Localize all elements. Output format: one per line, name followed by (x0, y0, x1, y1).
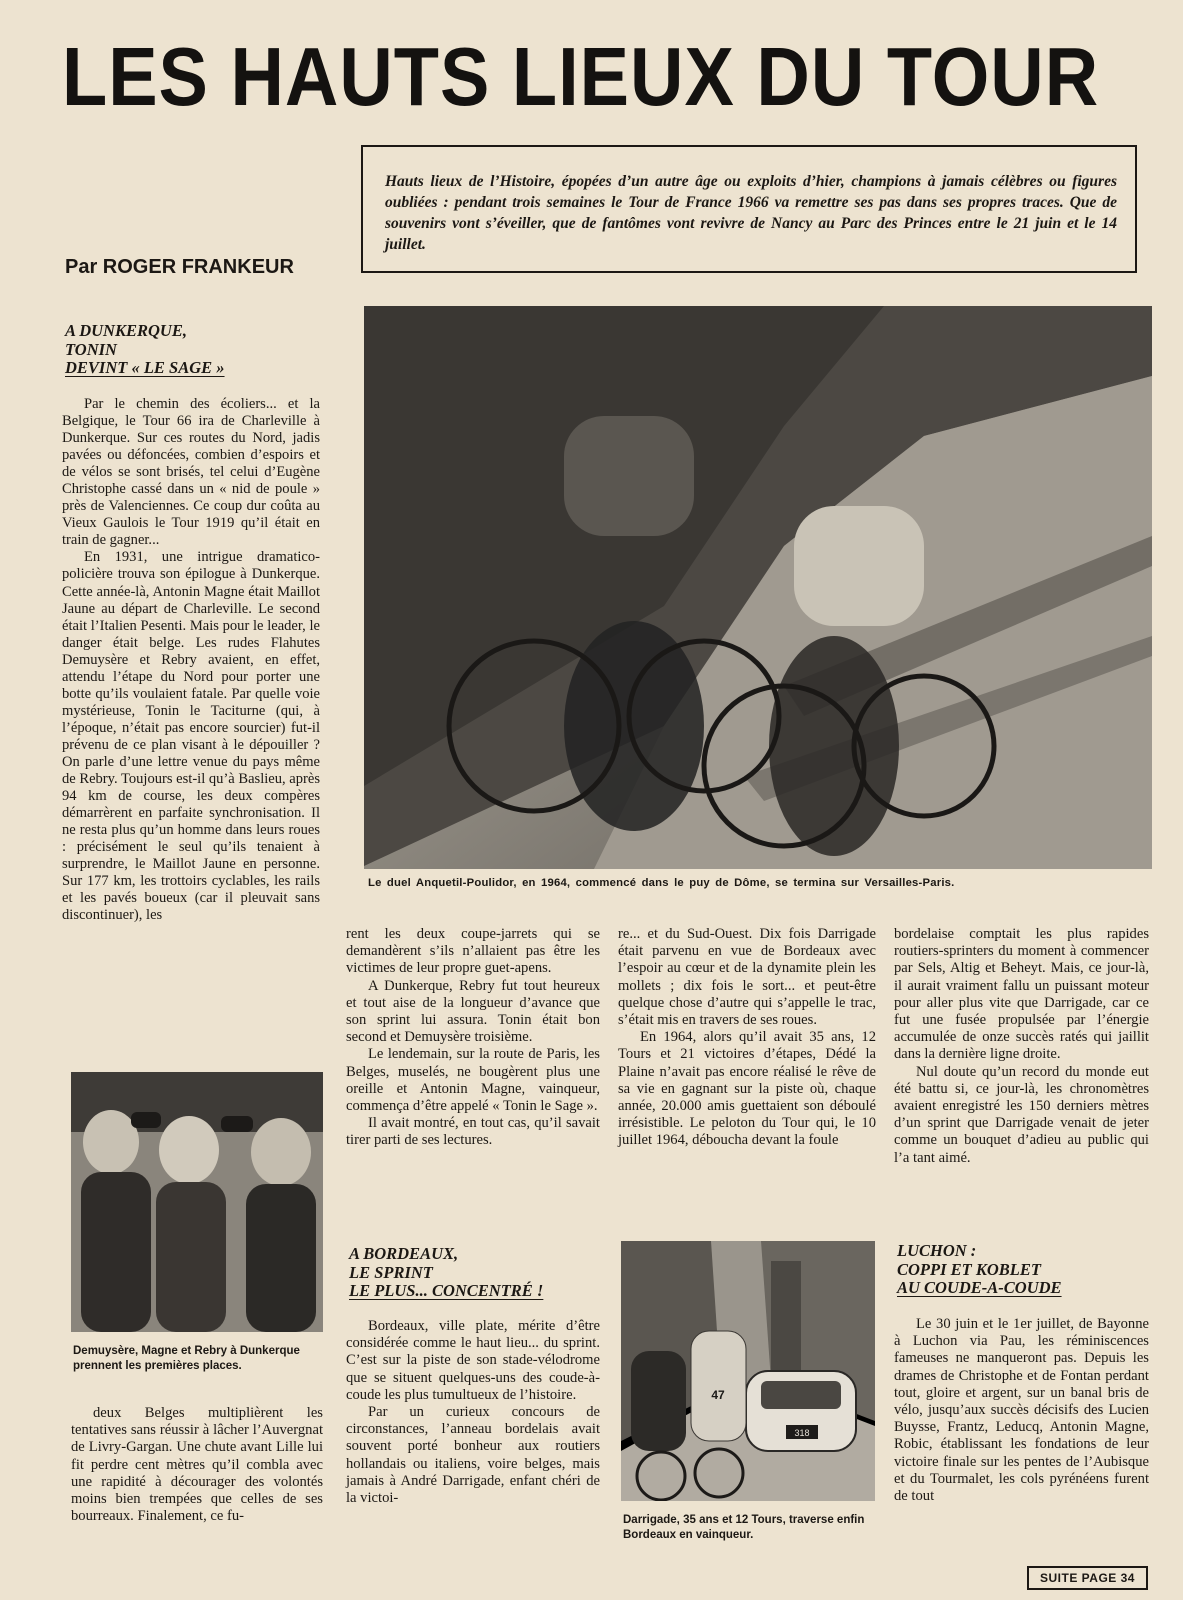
dunkerque-title-line-1: A DUNKERQUE, (65, 321, 187, 340)
column-1-bottom-text (71, 1405, 323, 1525)
column-1-text (62, 396, 320, 924)
bordeaux-paragraph-1: Bordeaux, ville plate, mérite d’être considérée comme le haut lieu... du sprint. C’est sur la piste de son stade-vélodrome que se situent quelques-uns des coude-à-coude les plus tumultueux de l’histoire. (346, 1318, 600, 1403)
bordeaux-paragraph-2: Par un curieux concours de circonstances, l’anneau bordelais avait souvent porté bonheur aux routiers hollandais ou italiens, voire belges, mais jamais à André Darrigade, enfant chéri de la victoi- (346, 1404, 600, 1507)
luchon-title-line-2: COPPI ET KOBLET (897, 1259, 1041, 1279)
dunkerque-paragraph-3: deux Belges multiplièrent les tentatives sans réussir à lâcher l’Auvergnat de Livry-Gargan. Une chute avant Lille lui fit perdre cent mètres qu’il combla avec une rapidité à décourager des volontés moins bien trempées que celles de ses bourreaux. Finalement, ce fu- (71, 1405, 323, 1525)
main-photo (364, 306, 1152, 869)
column-3-text (618, 926, 876, 1150)
darrigade-photo (621, 1241, 875, 1501)
bordeaux-title-line-3: LE PLUS... CONCENTRÉ ! (349, 1281, 544, 1300)
car-plate-text: 318 (794, 1428, 810, 1438)
column-4-text (894, 926, 1149, 1167)
main-photo-caption: Le duel Anquetil-Poulidor, en 1964, commencé dans le puy de Dôme, se termina sur Versailles-Paris. (368, 877, 955, 889)
column-2-bottom-text (346, 1318, 600, 1507)
page-headline: LES HAUTS LIEUX DU TOUR (62, 30, 1100, 123)
luchon-paragraph-1: Le 30 juin et le 1er juillet, de Bayonne à Luchon via Pau, les réminiscences fameuses ne manqueront pas. Depuis les drames de Christophe et de Fontan perdant tout, gloire et argent, sur un banal bris de vélo, jusqu’aux succès décisifs des Lucien Buysse, Frantz, Leducq, Antonin Magne, Robic, établissant les fondations de leur victoire finale sur les pentes de l’Aubisque et du Tourmalet, les cols pyrénéens furent de tout (894, 1316, 1149, 1505)
riders-photo-caption: Demuysère, Magne et Rebry à Dunkerque prennent les premières places. (73, 1345, 300, 1372)
byline: Par ROGER FRANKEUR (65, 256, 294, 278)
dunkerque-paragraph-6: Le lendemain, sur la route de Paris, les Belges, muselés, ne bougèrent plus une oreille et Antonin Magne, vainqueur, commença d’être appelé « Tonin le Sage ». (346, 1046, 600, 1115)
dunkerque-paragraph-4: rent les deux coupe-jarrets qui se demandèrent s’ils n’allaient pas être les victimes de leur propre guet-apens. (346, 926, 600, 977)
dunkerque-paragraph-2: En 1931, une intrigue dramatico-policière trouva son épilogue à Dunkerque. Cette année-là, Antonin Magne était Maillot Jaune au départ de Charleville. Le second était l’Italien Pesenti. Mais pour le leader, le danger était belge. Les rudes Flahutes Demuysère et Rebry avaient, en effet, attendu l’étape du Nord pour porter une botte qu’ils voulaient fatale. Par quelle voie mystérieuse, Tonin le Taciturne (qui, à l’époque, n’était pas encore sourcier) fut-il prévenu de ce plan visant à le dépouiller ? On parle d’une lettre venue du pays même de Rebry. Toujours est-il qu’à Baslieu, après 94 km de course, les deux compères démarrèrent en parfaite synchronisation. Il ne resta plus qu’un homme dans leurs roues : précisément le seul qu’ils tenaient à surprendre, le Maillot Jaune en personne. Sur 177 km, les trottoirs cyclables, les rails et les pavés boueux (car il pleuvait sans discontinuer), les (62, 549, 320, 924)
section-luchon-title (897, 1242, 1147, 1298)
section-bordeaux-title (349, 1245, 609, 1301)
dunkerque-paragraph-1: Par le chemin des écoliers... et la Belgique, le Tour 66 ira de Charleville à Dunkerque. Sur ces routes du Nord, jadis pavées ou défoncées, combien d’espoirs et de vélos se sont brisés, tel celui d’Eugène Christophe cassé dans un « nid de poule » près de Valenciennes. Ce coup dur coûta au Vieux Gaulois le Tour 1919 qu’il était en train de gagner... (62, 396, 320, 549)
bordeaux-paragraph-3: re... et du Sud-Ouest. Dix fois Darrigade était parvenu en vue de Bordeaux avec l’espoir au cœur et de la dynamite plein les mollets ; dix fois le sort... et peut-être quelque chose d’autre qui s’appelle le trac, s’était mis en travers de ses roues. (618, 926, 876, 1029)
dunkerque-title-line-2: TONIN (65, 339, 117, 359)
column-2-text (346, 926, 600, 1150)
darrigade-photo-caption: Darrigade, 35 ans et 12 Tours, traverse enfin Bordeaux en vainqueur. (623, 1514, 865, 1541)
section-dunkerque-title (65, 322, 325, 378)
bordeaux-title-line-1: A BORDEAUX, (349, 1244, 459, 1263)
continued-page-marker: SUITE PAGE 34 (1027, 1566, 1148, 1590)
rider-number-text: 47 (711, 1388, 725, 1402)
column-4-bottom-text (894, 1316, 1149, 1505)
dunkerque-paragraph-5: A Dunkerque, Rebry fut tout heureux et tout aise de la longueur d’avance que son sprint lui assura. Tonin était bon second et Demuysère troisième. (346, 977, 600, 1046)
bordeaux-paragraph-5: bordelaise comptait les plus rapides routiers-sprinters du moment à commencer par Sels, Altig et Beheyt. Mais, ce jour-là, il aurait vraiment fallu un puissant moteur pour aller plus vite que Darrigade, car ce fut une fusée propulsée par l’énergie accumulée de onze succès ratés qui jaillit dans la dernière ligne droite. (894, 926, 1149, 1063)
luchon-title-line-1: LUCHON : (897, 1241, 977, 1260)
intro-box: Hauts lieux de l’Histoire, épopées d’un autre âge ou exploits d’hier, champions à jamais célèbres ou figures oubliées : pendant trois semaines le Tour de France 1966 va remettre ses pas dans ses propres traces. Que de souvenirs vont s’éveiller, que de fantômes vont revivre de Nancy au Parc des Princes entre le 21 juin et le 14 juillet. (361, 145, 1137, 273)
luchon-title-line-3: AU COUDE-A-COUDE (897, 1278, 1062, 1297)
bordeaux-paragraph-4: En 1964, alors qu’il avait 35 ans, 12 Tours et 21 victoires d’étapes, Dédé la Plaine n’avait pas encore réalisé le rêve de sa vie en gagnant sur la piste où, chaque année, 20.000 amis guettaient son déboulé irrésistible. Le peloton du Tour qui, le 10 juillet 1964, déboucha devant la foule (618, 1029, 876, 1149)
bordeaux-paragraph-6: Nul doute qu’un record du monde eut été battu si, ce jour-là, les chronomètres avaient enregistré les 150 derniers mètres d’un sprint que Darrigade venait de jeter comme un bouquet d’adieu au public qui l’a tant aimé. (894, 1063, 1149, 1166)
dunkerque-paragraph-7: Il avait montré, en tout cas, qu’il savait tirer parti de ses lectures. (346, 1115, 600, 1149)
riders-photo (71, 1072, 323, 1332)
bordeaux-title-line-2: LE SPRINT (349, 1262, 433, 1282)
dunkerque-title-line-3: DEVINT « LE SAGE » (65, 358, 225, 377)
